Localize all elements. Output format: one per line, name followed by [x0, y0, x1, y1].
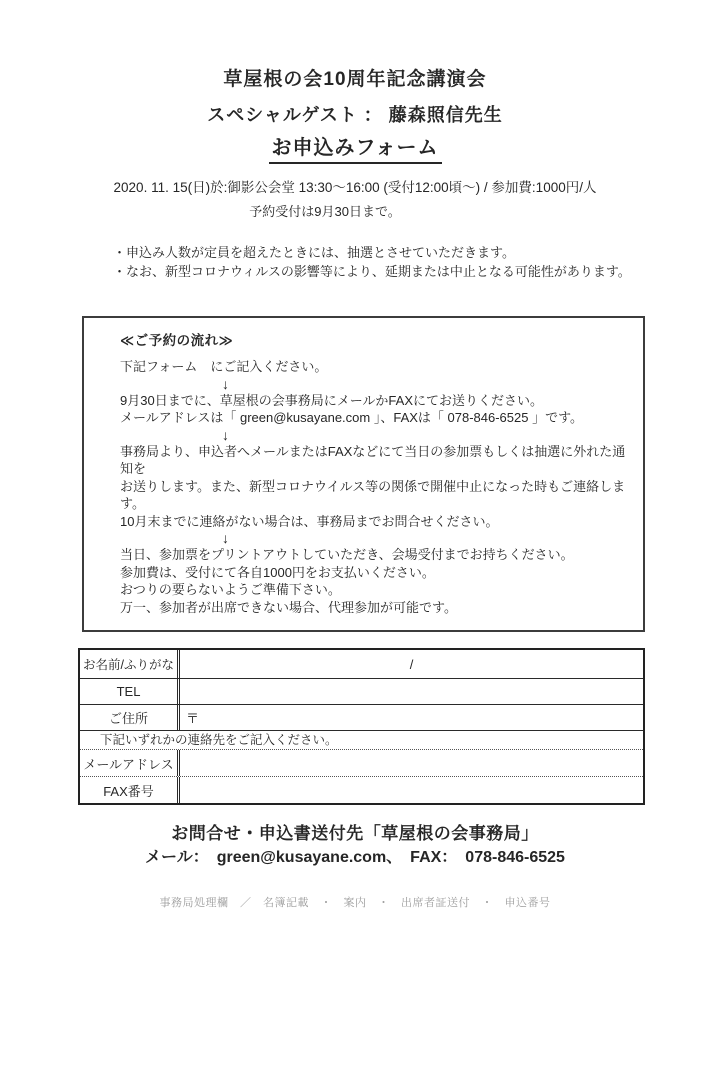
scanned-application-form-page: [0, 68, 710, 1072]
down-arrow-icon: ↓: [222, 375, 229, 392]
title-block: [0, 68, 710, 164]
note-item-covid: ・なお、新型コロナウィルスの影響等により、延期または中止となる可能性があります。: [113, 264, 631, 279]
row-value-fax: [180, 777, 643, 803]
down-arrow-icon: ↓: [222, 530, 229, 546]
footer-send-line: メール： green@kusayane.com、 FAX： 078-846-6525: [145, 849, 565, 866]
special-guest-subtitle: スペシャルゲスト ： 藤森照信先生: [207, 105, 503, 125]
application-form-table: [78, 648, 645, 805]
flow-step-event-day-1: 当日、参加票をプリントアウトしていただき、会場受付までお持ちください。: [120, 547, 574, 562]
flow-step-fill-form: 下記フォーム にご記入ください。: [120, 359, 328, 374]
flow-step-office-reply-3: 10月末までに連絡がない場合は、事務局までお問合せください。: [120, 513, 499, 529]
row-value-email: [180, 750, 643, 776]
flow-step-event-day-4: 万一、参加者が出席できない場合、代理参加が可能です。: [120, 599, 457, 615]
row-label-fax: FAX番号: [80, 777, 180, 803]
form-title-wrap: [0, 136, 710, 164]
form-title: お申込みフォーム: [269, 136, 442, 164]
row-label-tel: TEL: [80, 679, 180, 704]
down-arrow-icon: ↓: [222, 426, 229, 443]
notes-block: [113, 243, 710, 281]
flow-heading: ≪ご予約の流れ≫: [120, 333, 234, 348]
reservation-deadline-line: 予約受付は9月30日まで。: [249, 204, 401, 219]
flow-step-contact-addresses: メールアドレスは「 green@kusayane.com 」、FAXは「 078-846-6525 」です。: [120, 410, 584, 425]
flow-step-office-reply-1: 事務局より、申込者へメールまたはFAXなどにて当日の参加票もしくは抽選に外れた通知を: [120, 443, 626, 476]
row-value-name: /: [409, 656, 414, 672]
footer-contact-line: お問合せ・申込書送付先「草屋根の会事務局」: [171, 824, 539, 843]
reservation-flow-box: [82, 316, 645, 632]
row-label-address: ご住所: [80, 705, 180, 730]
event-schedule-line: 2020. 11. 15(日)於:御影公会堂 13:30～16:00 (受付12:00頃～) / 参加費:1000円/人: [113, 180, 597, 195]
page-title: 草屋根の会10周年記念講演会: [223, 69, 487, 90]
row-value-address: 〒: [186, 711, 200, 726]
table-row-name: [80, 650, 643, 679]
note-item-lottery: ・申込み人数が定員を超えたときには、抽選とさせていただきます。: [113, 245, 515, 260]
row-label-name: お名前/ふりがな: [80, 650, 180, 678]
flow-step-event-day-3: おつりの要らないようご準備下さい。: [120, 582, 341, 597]
table-row-address: [80, 705, 643, 731]
flow-step-send-by-deadline: 9月30日までに、草屋根の会事務局にメールかFAXにてお送りください。: [120, 392, 543, 408]
row-value-tel: [180, 679, 643, 704]
table-row-tel: [80, 679, 643, 705]
office-use-line: 事務局処理欄 ／ 名簿記載 ・ 案内 ・ 出席者証送付 ・ 申込番号: [159, 897, 551, 909]
table-row-fax: [80, 777, 643, 803]
table-contact-note: 下記いずれかの連絡先をご記入ください。: [80, 731, 643, 750]
row-label-email: メールアドレス: [80, 750, 180, 776]
flow-step-office-reply-2: お送りします。また、新型コロナウイルス等の関係で開催中止になった時もご連絡します。: [120, 478, 626, 511]
flow-step-event-day-2: 参加費は、受付にて各自1000円をお支払いください。: [120, 564, 435, 580]
table-row-email: [80, 750, 643, 777]
